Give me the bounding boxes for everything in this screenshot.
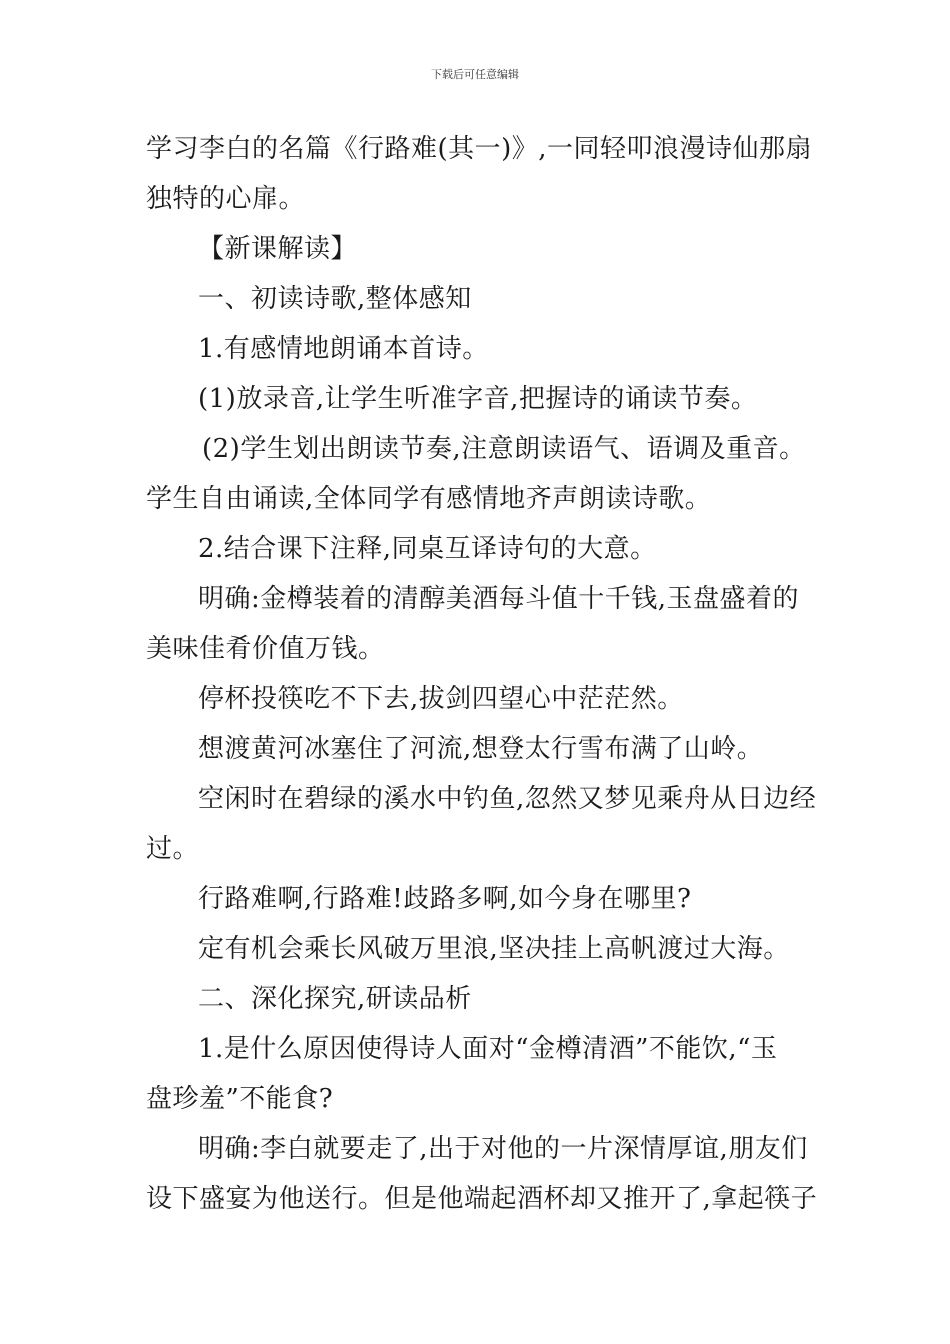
text-line: 独特的心扉。	[146, 184, 306, 214]
text-line: 盘珍羞”不能食?	[146, 1084, 334, 1114]
text-line: 空闲时在碧绿的溪水中钓鱼,忽然又梦见乘舟从日边经	[198, 784, 817, 814]
section-heading: 二、深化探究,研读品析	[198, 984, 472, 1014]
page-header: 下载后可任意编辑	[431, 68, 519, 81]
text-line: 1.是什么原因使得诗人面对“金樽清酒”不能饮,“玉	[198, 1034, 778, 1064]
text-line: 学生自由诵读,全体同学有感情地齐声朗读诗歌。	[146, 484, 712, 514]
text-line: 学习李白的名篇《行路难(其一)》,一同轻叩浪漫诗仙那扇	[146, 134, 813, 164]
text-line: 美味佳肴价值万钱。	[146, 634, 385, 664]
text-line: 定有机会乘长风破万里浪,坚决挂上高帆渡过大海。	[198, 934, 790, 964]
section-heading: 一、初读诗歌,整体感知	[198, 284, 472, 314]
text-line: 过。	[146, 834, 200, 864]
section-heading: 【新课解读】	[198, 234, 358, 264]
document-body	[146, 124, 818, 1224]
text-line: 想渡黄河冰塞住了河流,想登太行雪布满了山岭。	[198, 734, 764, 764]
text-line: 1.有感情地朗诵本首诗。	[198, 334, 489, 364]
text-line: (2)学生划出朗读节奏,注意朗读语气、语调及重音。	[202, 434, 806, 464]
text-line: 停杯投筷吃不下去,拔剑四望心中茫茫然。	[198, 684, 684, 714]
text-line: 设下盛宴为他送行。但是他端起酒杯却又推开了,拿起筷子	[146, 1184, 818, 1214]
text-line: 明确:金樽装着的清醇美酒每斗值十千钱,玉盘盛着的	[198, 584, 800, 614]
text-line: 行路难啊,行路难!歧路多啊,如今身在哪里?	[198, 884, 692, 914]
text-line: 2.结合课下注释,同桌互译诗句的大意。	[198, 534, 657, 564]
text-line: (1)放录音,让学生听准字音,把握诗的诵读节奏。	[198, 384, 758, 414]
text-line: 明确:李白就要走了,出于对他的一片深情厚谊,朋友们	[198, 1134, 808, 1164]
